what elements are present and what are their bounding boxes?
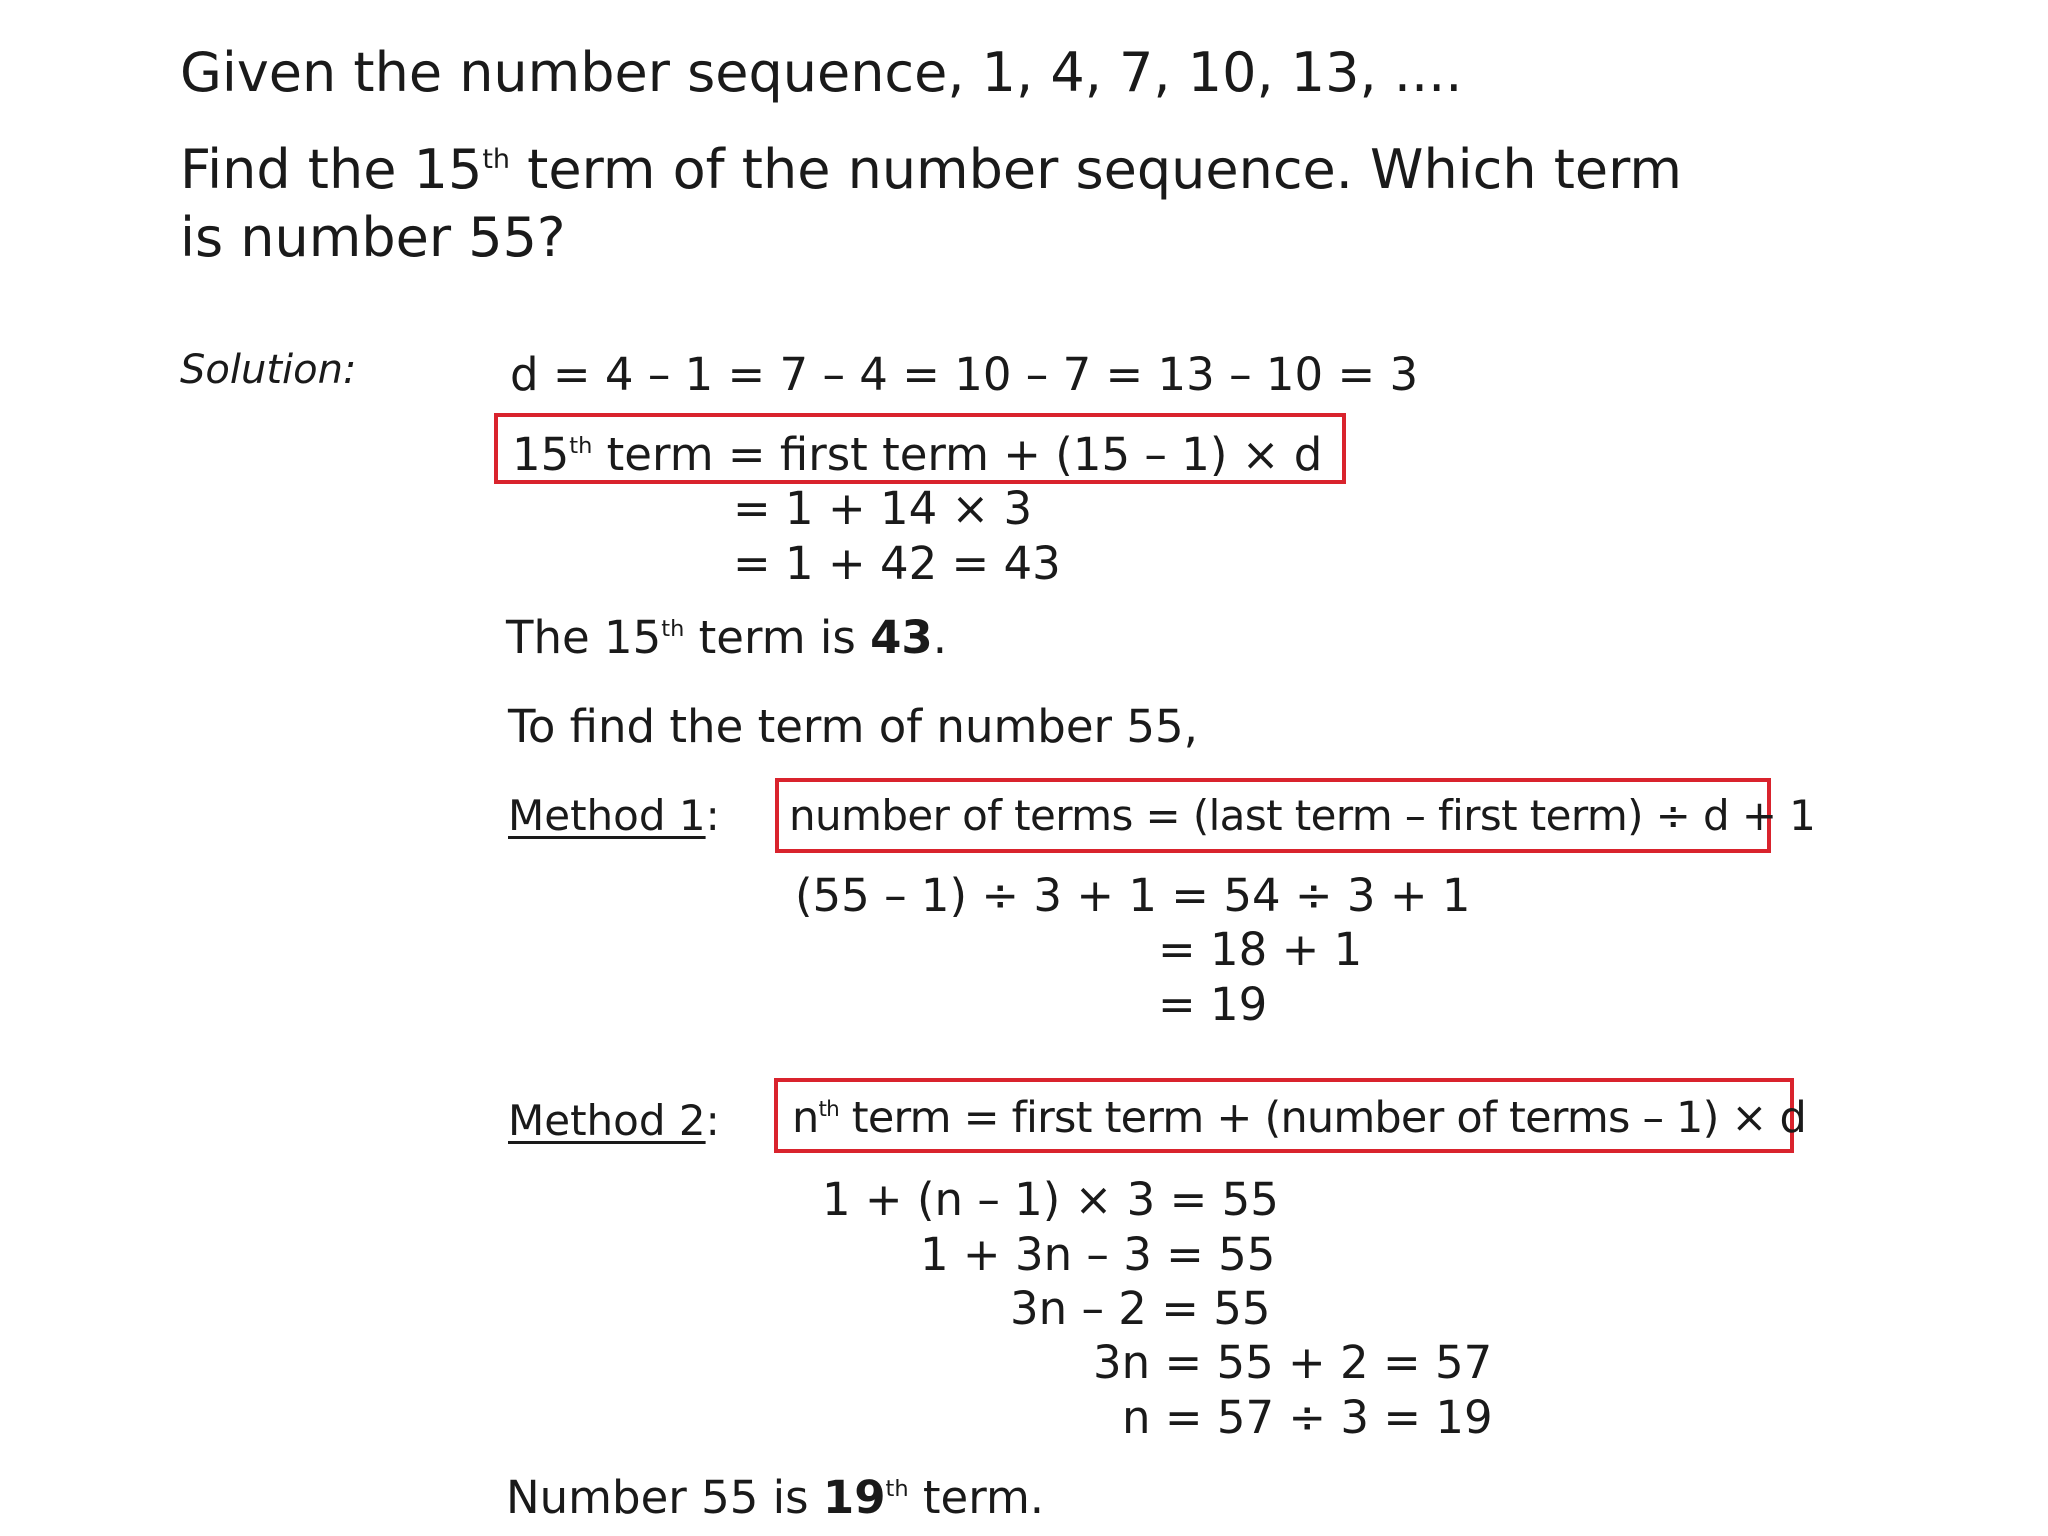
method-2-formula: $n^{th}$ term = first term + (number of terms – 1) × d: [792, 1093, 1807, 1143]
method-2-step-4: 3n = 55 + 2 = 57: [1093, 1336, 1493, 1389]
method-2-step-1: 1 + (n – 1) × 3 = 55: [822, 1173, 1279, 1226]
method-1-formula: number of terms = (last term – first term) ÷ d + 1: [789, 791, 1816, 840]
method-2-step-3: 3n – 2 = 55: [1010, 1282, 1271, 1335]
calc-step-2: = 1 + 42 = 43: [733, 537, 1061, 590]
result-15th-term: The 15th term is 43.: [506, 611, 948, 664]
method-1-label: Method 1:: [508, 791, 720, 840]
question-line-1: Given the number sequence, 1, 4, 7, 10, 13, ....: [180, 41, 1463, 104]
calc-step-1: = 1 + 14 × 3: [733, 482, 1033, 535]
conclusion: Number 55 is 19th term.: [506, 1471, 1045, 1524]
method-1-step-3: = 19: [1158, 978, 1268, 1031]
intro-term-55: To find the term of number 55,: [508, 700, 1198, 753]
method-1-step-1: (55 – 1) ÷ 3 + 1 = 54 ÷ 3 + 1: [795, 869, 1471, 922]
common-difference: d = 4 – 1 = 7 – 4 = 10 – 7 = 13 – 10 = 3: [510, 348, 1419, 401]
method-2-step-2: 1 + 3n – 3 = 55: [920, 1228, 1276, 1281]
method-1-step-2: = 18 + 1: [1158, 923, 1363, 976]
question-line-2: Find the 15th term of the number sequence. Which term: [180, 138, 1683, 201]
method-2-label: Method 2:: [508, 1096, 720, 1145]
method-2-step-5: n = 57 ÷ 3 = 19: [1122, 1391, 1493, 1444]
formula-15th-term: 15th term = first term + (15 – 1) × d: [512, 428, 1323, 481]
question-line-3: is number 55?: [180, 206, 566, 269]
solution-label: Solution:: [180, 347, 357, 393]
